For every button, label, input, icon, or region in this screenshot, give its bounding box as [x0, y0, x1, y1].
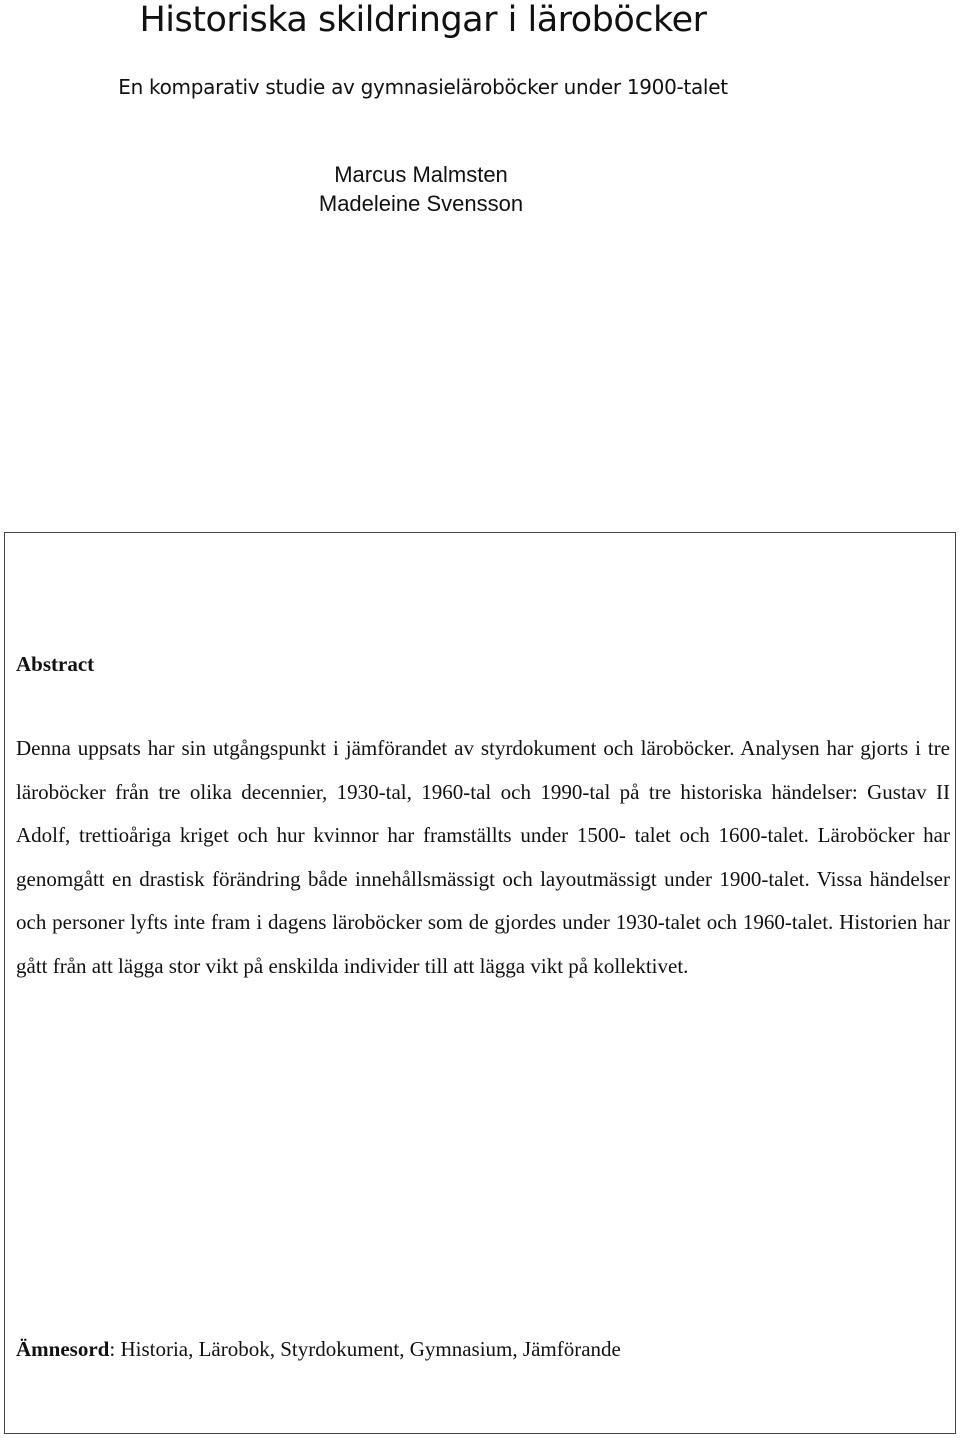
keywords-list: Historia, Lärobok, Styrdokument, Gymnasium, Jämförande [120, 1337, 621, 1361]
keywords-line [16, 1336, 621, 1362]
abstract-body: Denna uppsats har sin utgångspunkt i jämförandet av styrdokument och läroböcker. Analysen har gjorts i tre läroböcker från tre olika decennier, 1930-tal, 1960-tal och 1990-tal på tre historiska händelser: Gustav II Adolf, trettioåriga kriget och hur kvinnor har framställts under 1500- talet och 1600-talet. Läroböcker har genomgått en drastisk förändring både innehållsmässigt och layoutmässigt under 1900-talet. Vissa händelser och personer lyfts inte fram i dagens läroböcker som de gjordes under 1930-talet och 1960-talet. Historien har gått från att lägga stor vikt på enskilda individer till att lägga vikt på kollektivet. [16, 736, 950, 978]
author-name: Madeleine Svensson [318, 191, 524, 216]
keywords-separator: : [109, 1337, 121, 1361]
author-list [0, 160, 842, 218]
author-name: Marcus Malmsten [334, 162, 508, 187]
abstract-heading: Abstract [16, 652, 95, 676]
document-subtitle: En komparativ studie av gymnasieläroböcker under 1900-talet [118, 75, 728, 99]
document-title: Historiska skildringar i läroböcker [139, 0, 707, 40]
keywords-label: Ämnesord [16, 1337, 110, 1361]
abstract-box [4, 532, 956, 1434]
